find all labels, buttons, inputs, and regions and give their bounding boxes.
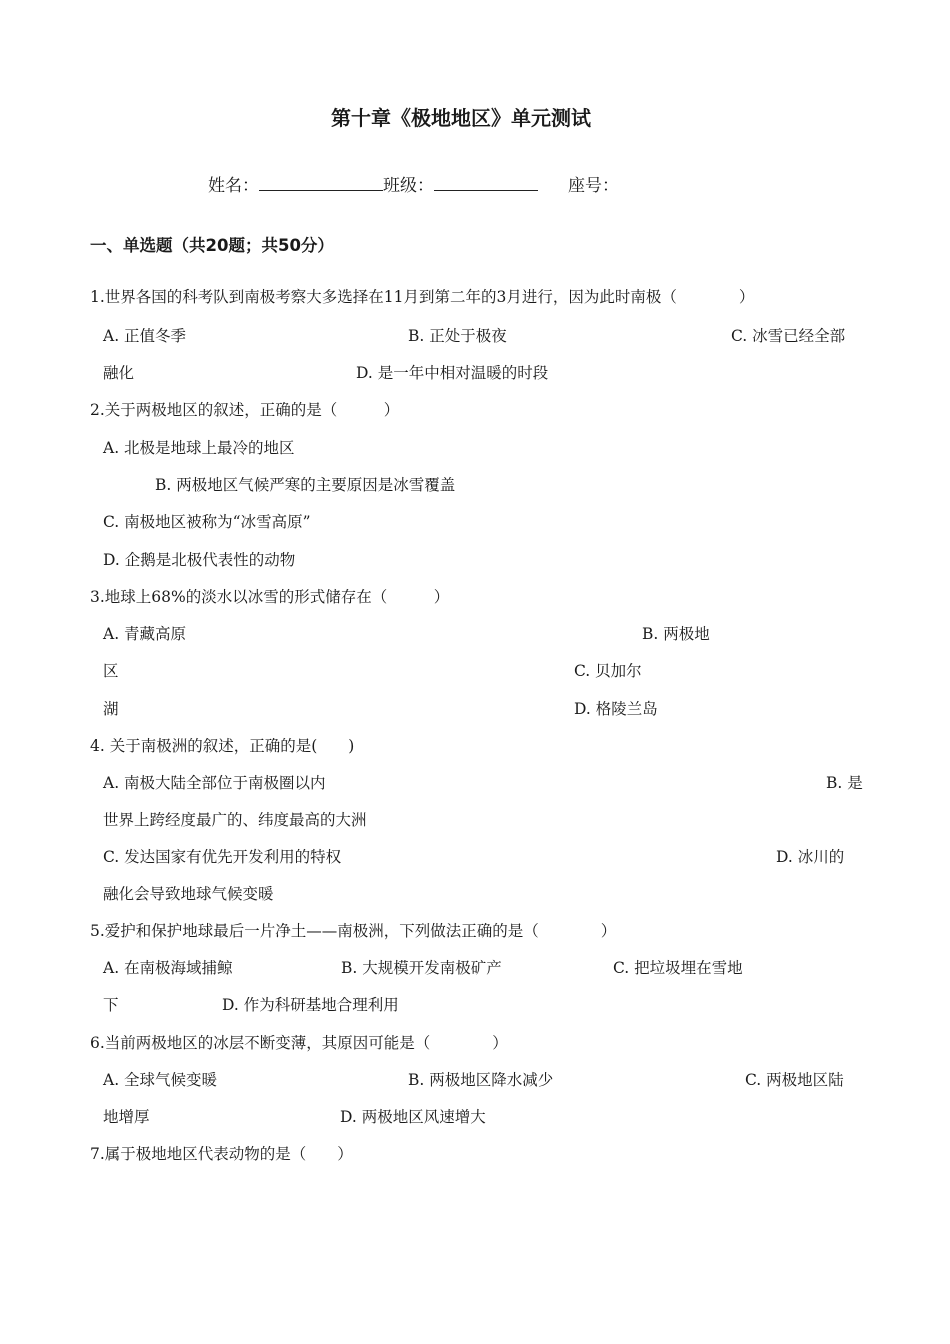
section-heading: 一、单选题（共20题；共50分） [90,236,334,255]
question-3-option-d[interactable]: D. 格陵兰岛 [574,700,658,718]
question-5-option-a[interactable]: A. 在南极海域捕鲸 [103,959,233,977]
question-4-option-b[interactable]: B. 是 [826,774,863,792]
question-4-option-d-continued: 融化会导致地球气候变暖 [103,885,274,903]
question-7-stem: 7.属于极地地区代表动物的是（ ） [90,1145,353,1163]
question-3-option-b-continued: 区 [103,662,119,680]
question-4-stem: 4. 关于南极洲的叙述，正确的是( ) [90,737,355,755]
question-6-option-a[interactable]: A. 全球气候变暖 [103,1071,218,1089]
question-3-option-a[interactable]: A. 青藏高原 [103,625,187,643]
question-4-option-a[interactable]: A. 南极大陆全部位于南极圈以内 [103,774,326,792]
question-5-option-d[interactable]: D. 作为科研基地合理利用 [222,996,399,1014]
question-5-option-b[interactable]: B. 大规模开发南极矿产 [341,959,502,977]
question-2-option-a[interactable]: A. 北极是地球上最冷的地区 [103,439,295,457]
question-5-option-c[interactable]: C. 把垃圾埋在雪地 [613,959,743,977]
question-2-option-b[interactable]: B. 两极地区气候严寒的主要原因是冰雪覆盖 [155,476,456,494]
question-3-option-c-continued: 湖 [103,700,119,718]
name-label: 姓名： [208,176,259,196]
question-6-option-c-continued: 地增厚 [103,1108,150,1126]
question-2-option-d[interactable]: D. 企鹅是北极代表性的动物 [103,551,296,569]
question-3-option-b[interactable]: B. 两极地 [642,625,710,643]
student-info-line [208,174,619,196]
page-title: 第十章《极地地区》单元测试 [331,106,591,130]
question-4-option-d[interactable]: D. 冰川的 [776,848,845,866]
question-5-stem: 5.爱护和保护地球最后一片净土——南极洲，下列做法正确的是（ ） [90,922,617,940]
question-6-option-b[interactable]: B. 两极地区降水减少 [408,1071,554,1089]
question-3-option-c[interactable]: C. 贝加尔 [574,662,642,680]
question-1-option-c[interactable]: C. 冰雪已经全部 [731,327,846,345]
seat-label: 座号： [568,176,619,196]
question-1-option-d[interactable]: D. 是一年中相对温暖的时段 [356,364,549,382]
question-4-option-c[interactable]: C. 发达国家有优先开发利用的特权 [103,848,342,866]
question-6-option-c[interactable]: C. 两极地区陆 [745,1071,844,1089]
question-2-option-c[interactable]: C. 南极地区被称为“冰雪高原” [103,513,311,531]
class-label: 班级： [383,176,434,196]
name-blank[interactable] [259,174,383,191]
question-1-option-c-continued: 融化 [103,364,135,382]
question-2-stem: 2.关于两极地区的叙述，正确的是（ ） [90,401,400,419]
class-blank[interactable] [434,174,538,191]
question-6-option-d[interactable]: D. 两极地区风速增大 [340,1108,486,1126]
question-4-option-b-continued: 世界上跨经度最广的、纬度最高的大洲 [103,811,367,829]
question-1-option-a[interactable]: A. 正值冬季 [103,327,187,345]
question-5-option-c-continued: 下 [103,996,119,1014]
question-3-stem: 3.地球上68%的淡水以冰雪的形式储存在（ ） [90,588,450,606]
question-1-option-b[interactable]: B. 正处于极夜 [408,327,507,345]
question-6-stem: 6.当前两极地区的冰层不断变薄，其原因可能是（ ） [90,1034,508,1052]
question-1-stem: 1.世界各国的科考队到南极考察大多选择在11月到第二年的3月进行，因为此时南极（ ） [90,288,755,306]
